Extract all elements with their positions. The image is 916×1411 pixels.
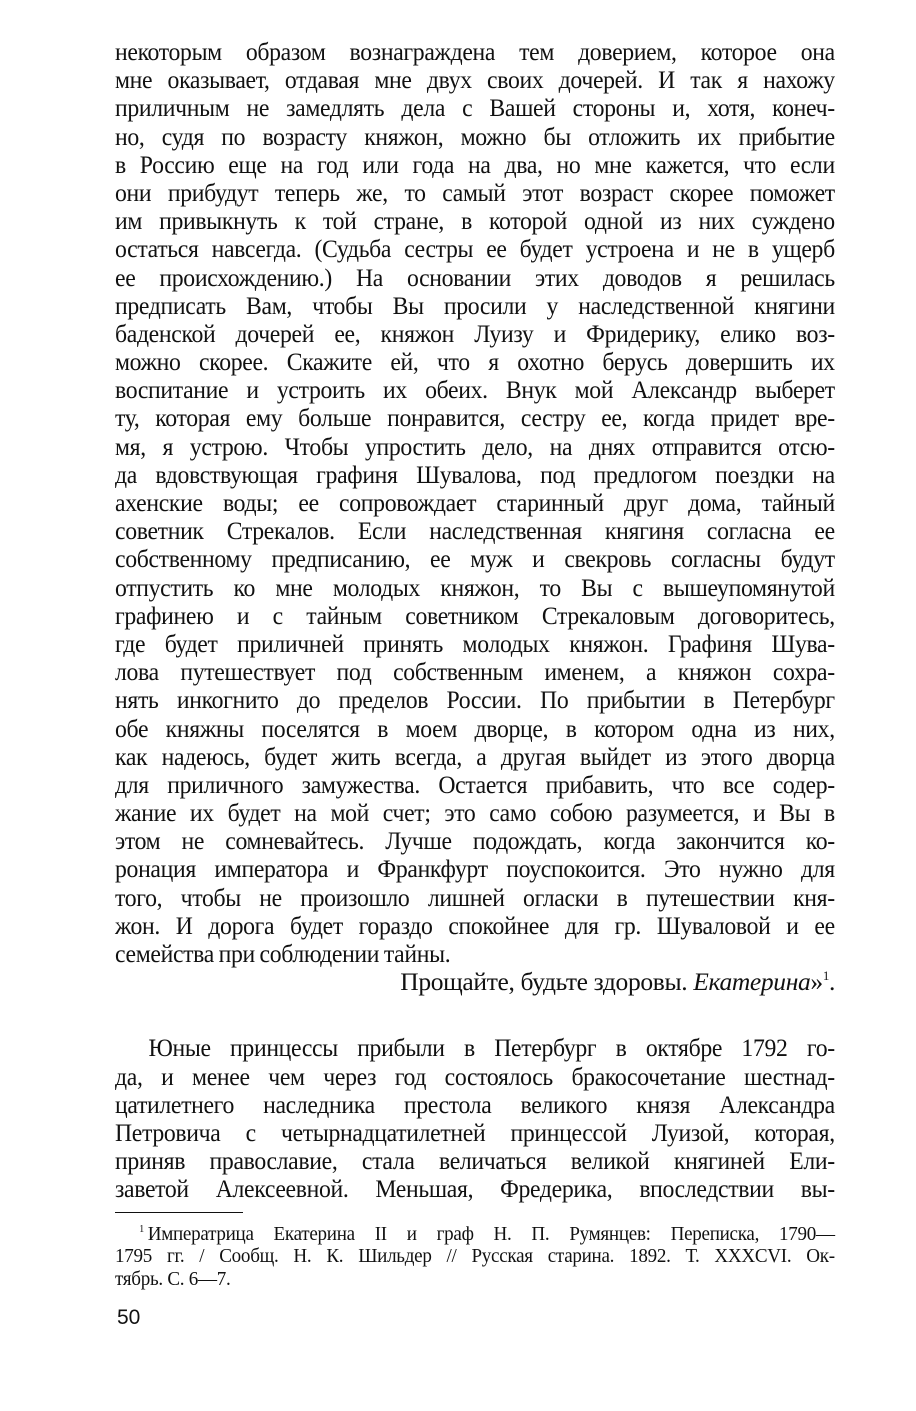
footnote-line: тябрь. С. 6—7.: [115, 1267, 231, 1290]
text-line: заветой Алексеевной. Меньшая, Фредерика, впоследствии вы-: [115, 1174, 835, 1204]
closing-period: .: [828, 967, 835, 997]
closing-text: Прощайте, будьте здоровы.: [400, 967, 694, 997]
text-line: мне оказывает, отдавая мне двух своих дочерей. И так я нахожу: [115, 65, 835, 95]
text-line: советник Стрекалов. Если наследственная княгиня согласна ее: [115, 516, 835, 546]
text-line: лова путешествует под собственным именем, а княжон сохра-: [115, 657, 835, 687]
text-line: того, чтобы не произошло лишней огласки в путешествии кня-: [115, 882, 835, 912]
text-line: обе княжны поселятся в моем дворце, в котором одна из них,: [115, 713, 835, 743]
text-line: можно скорее. Скажите ей, что я охотно берусь довершить их: [115, 347, 835, 377]
text-line: они прибудут теперь же, то самый этот возраст скорее поможет: [115, 177, 835, 207]
text-line: воспитание и устроить их обеих. Внук мой Александр выберет: [115, 375, 835, 405]
text-line: ронация императора и Франкфурт поуспокоится. Это нужно для: [115, 854, 835, 884]
letter-text: [115, 38, 835, 996]
footnote-reference[interactable]: 1: [822, 968, 829, 984]
footnote-text: Императрица Екатерина II и граф Н. П. Румянцев: Переписка, 1790—: [147, 1223, 835, 1245]
text-line: цатилетнего наследника престола великого князя Александра: [115, 1089, 835, 1119]
text-line: где будет приличней принять молодых княжон. Графиня Шува-: [115, 628, 835, 658]
footnote-line: 1795 гг. / Сообщ. Н. К. Шильдер // Русская старина. 1892. Т. XXXCVI. Ок-: [115, 1245, 835, 1268]
signature-name: Екатерина: [693, 967, 811, 997]
text-line: жание их будет на мой счет; это само собою разумеется, и Вы в: [115, 798, 835, 828]
text-line: семейства при соблюдении тайны.: [115, 939, 451, 968]
text-line: некоторым образом вознаграждена тем доверием, которое она: [115, 37, 835, 66]
text-line: да вдовствующая графиня Шувалова, под предлогом поездки на: [115, 459, 835, 489]
text-line: остаться навсегда. (Судьба сестры ее будет устроена и не в ущерб: [115, 234, 835, 264]
text-line: предписать Вам, чтобы Вы просили у наследственной княгини: [115, 290, 835, 320]
text-line: да, и менее чем через год состоялось бракосочетание шестнад-: [115, 1061, 835, 1091]
text-line: ее происхождению.) На основании этих доводов я решилась: [115, 262, 835, 292]
text-line: Петровича с четырнадцатилетней принцессой Луизой, которая,: [115, 1117, 835, 1147]
text-line: нять инкогнито до пределов России. По прибытии в Петербург: [115, 685, 835, 715]
footnote-separator: [115, 1212, 243, 1213]
text-line: как надеюсь, будет жить всегда, а другая выйдет из этого дворца: [115, 741, 835, 771]
paragraph-gap: [115, 996, 835, 1034]
text-line: ту, которая ему больше понравится, сестру ее, когда придет вре-: [115, 403, 835, 433]
footnote-line: [115, 1223, 835, 1245]
text-line: мя, я устрою. Чтобы упростить дело, на днях отправится отсю-: [115, 431, 835, 461]
text-line: приличным не замедлять дела с Вашей стороны и, хотя, конеч-: [115, 93, 835, 123]
text-line: графинею и с тайным советником Стрекаловым договоритесь,: [115, 600, 835, 630]
footnote-marker: 1: [139, 1223, 145, 1235]
page-body: [115, 38, 835, 1204]
text-line: Юные принцессы прибыли в Петербург в октябре 1792 го-: [148, 1033, 835, 1063]
text-line: отпустить ко мне молодых княжон, то Вы с вышеупомянутой: [115, 572, 835, 602]
text-line: в Россию еще на год или года на два, но мне кажется, что если: [115, 149, 835, 179]
text-line: жон. И дорога будет гораздо спокойнее для гр. Шуваловой и ее: [115, 910, 835, 940]
footnote: [115, 1223, 835, 1290]
text-line: собственному предписанию, ее муж и свекровь согласны будут: [115, 544, 835, 574]
letter-closing: [115, 968, 835, 996]
text-line: им привыкнуть к той стране, в которой одной из них суждено: [115, 206, 835, 236]
quote-close: »: [810, 967, 823, 997]
narrative-paragraph: [115, 1034, 835, 1203]
text-line: этом не сомневайтесь. Лучше подождать, когда закончится ко-: [115, 826, 835, 856]
page-number: 50: [117, 1306, 141, 1329]
text-line: для приличного замужества. Остается прибавить, что все содер-: [115, 769, 835, 799]
text-line: но, судя по возрасту княжон, можно бы отложить их прибытие: [115, 121, 835, 151]
text-line: ахенские воды; ее сопровождает старинный друг дома, тайный: [115, 488, 835, 517]
text-line: баденской дочерей ее, княжон Луизу и Фридерику, елико воз-: [115, 318, 835, 348]
text-line: приняв православие, стала величаться великой княгиней Ели-: [115, 1146, 835, 1176]
